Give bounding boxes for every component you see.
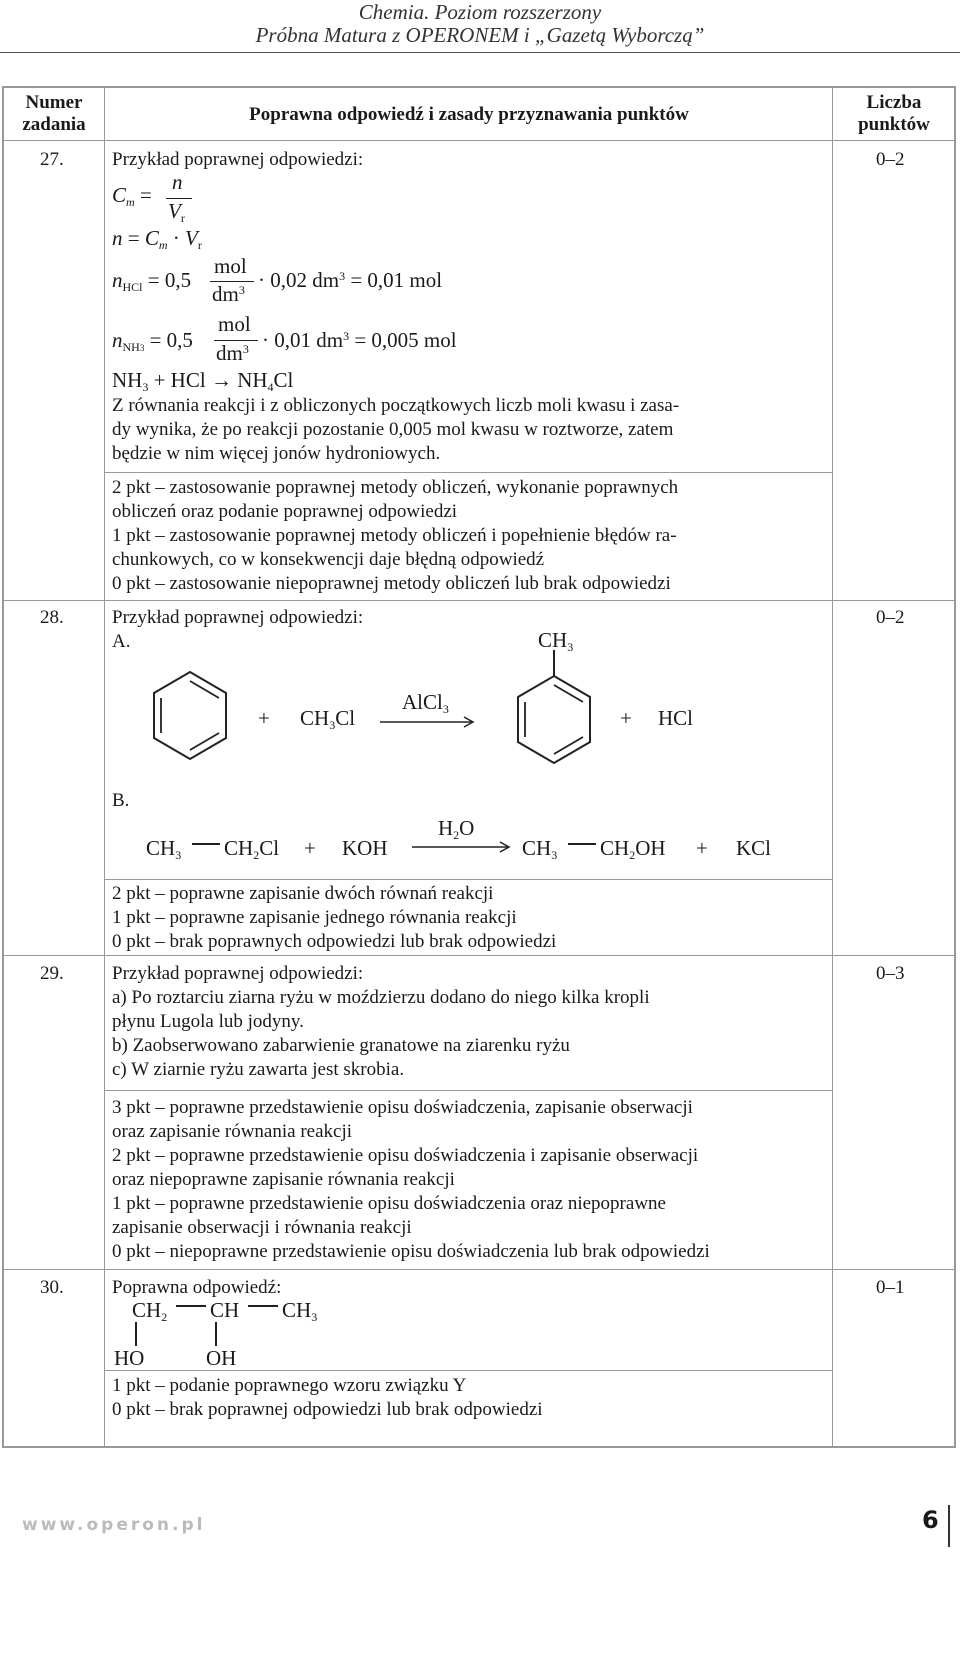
q27-conclusion-line3: będzie w nim więcej jonów hydroniowych. (112, 443, 441, 464)
structure-ho: HO (114, 1346, 145, 1370)
bond-line (214, 1322, 218, 1348)
scoring-divider-28 (104, 879, 832, 880)
bond-line (192, 842, 222, 846)
q27-scoring-line1: 2 pkt – zastosowanie poprawnej metody obliczeń, wykonanie poprawnych (112, 477, 679, 498)
q29-scoring-line3: 2 pkt – poprawne przedstawienie opisu doświadczenia i zapisanie obserwacji (112, 1145, 699, 1166)
unit-mol: mol (218, 312, 251, 336)
scoring-divider-29 (104, 1090, 832, 1091)
product-hcl: HCl (658, 706, 694, 730)
task-number-29: 29. (40, 963, 64, 984)
q29-intro: Przykład poprawnej odpowiedzi: (112, 963, 364, 984)
page-number-bar (948, 1505, 950, 1547)
col-header-number: Numer zadania (22, 92, 86, 135)
q29-scoring-line1: 3 pkt – poprawne przedstawienie opisu doświadczenia, zapisanie obserwacji (112, 1097, 693, 1118)
q28-part-a-label: A. (112, 631, 131, 652)
unit-dm3: $dm^3$ (212, 282, 245, 306)
q29-answer-line2: płynu Lugola lub jodyny. (112, 1011, 304, 1032)
q29-scoring-line5: 1 pkt – poprawne przedstawienie opisu doświadczenia oraz niepoprawne (112, 1193, 666, 1214)
product-ch2oh: $CH_2OH$ (600, 836, 666, 862)
header-rule (0, 52, 960, 53)
q28-part-b-label: B. (112, 790, 130, 811)
header-exam: Próbna Matura z OPERONEM i „Gazetą Wyborczą” (255, 23, 705, 47)
catalyst-alcl3: AlCl$_3$ (402, 690, 449, 716)
formula-cm-num: n (172, 170, 183, 194)
task-number-28: 28. (40, 607, 64, 628)
unit-dm3: $dm^3$ (216, 341, 249, 365)
formula-n-hcl: $n_{HCl} = 0,5$ (112, 268, 192, 294)
q29-answer-line4: c) W ziarnie ryżu zawarta jest skrobia. (112, 1059, 405, 1080)
task-number-27: 27. (40, 149, 64, 170)
column-divider-left (104, 86, 105, 1448)
solvent-h2o: $H_2O$ (438, 816, 475, 842)
q28-scoring-line2: 1 pkt – poprawne zapisanie jednego równania reakcji (112, 907, 517, 928)
reaction-arrow-icon (412, 841, 512, 853)
q29-scoring-line4: oraz niepoprawne zapisanie równania reakcji (112, 1169, 455, 1190)
scoring-divider-27 (104, 472, 832, 473)
reagent-koh: KOH (342, 836, 388, 860)
plus-sign: + (304, 836, 316, 860)
column-divider-right (832, 86, 833, 1448)
q29-scoring-line7: 0 pkt – niepoprawne przedstawienie opisu doświadczenia lub brak odpowiedzi (112, 1241, 710, 1262)
unit-mol: mol (214, 254, 247, 278)
benzene-ring-icon (150, 670, 230, 765)
q29-answer-line1: a) Po roztarciu ziarna ryżu w moździerzu dodano do niego kilka kropli (112, 987, 650, 1008)
points-30: 0–1 (876, 1277, 905, 1298)
points-28: 0–2 (876, 607, 905, 628)
formula-n: $n = C_m \cdot V_r$ (112, 226, 202, 252)
q28-scoring-line3: 0 pkt – brak poprawnych odpowiedzi lub brak odpowiedzi (112, 931, 557, 952)
points-29: 0–3 (876, 963, 905, 984)
footer-url[interactable]: www.operon.pl (22, 1515, 206, 1535)
plus-sign: + (258, 706, 270, 730)
points-27: 0–2 (876, 149, 905, 170)
q27-scoring-line3: 1 pkt – zastosowanie poprawnej metody obliczeń i popełnienie błędów ra- (112, 525, 677, 546)
formula-cm-den: $V_r$ (168, 199, 185, 225)
row-divider-30 (2, 1269, 956, 1270)
structure-ch3: $CH_3$ (282, 1298, 318, 1324)
formula-cm: $C_m$ = (112, 183, 152, 209)
q28-intro: Przykład poprawnej odpowiedzi: (112, 607, 364, 628)
header-subject: Chemia. Poziom rozszerzony (358, 0, 602, 24)
q27-intro: Przykład poprawnej odpowiedzi: (112, 149, 364, 170)
task-number-30: 30. (40, 1277, 64, 1298)
col-header-answer: Poprawna odpowiedź i zasady przyznawania punktów (249, 104, 689, 125)
toluene-ch3: $CH_3$ (538, 628, 574, 654)
q30-scoring-line2: 0 pkt – brak poprawnej odpowiedzi lub brak odpowiedzi (112, 1399, 543, 1420)
plus-sign: + (620, 706, 632, 730)
bond-line (176, 1304, 208, 1308)
formula-n-nh3: $n_{NH3} = 0,5$ (112, 328, 193, 354)
q27-scoring-line5: 0 pkt – zastosowanie niepoprawnej metody obliczeń lub brak odpowiedzi (112, 573, 671, 594)
structure-ch: CH (210, 1298, 240, 1322)
reaction-nh3-hcl: $NH_3$ + HCl → $NH_4Cl$ (112, 368, 294, 394)
q27-scoring-line2: obliczeń oraz podanie poprawnej odpowiedzi (112, 501, 458, 522)
product-kcl: KCl (736, 836, 772, 860)
product-ch3-b: $CH_3$ (522, 836, 558, 862)
bond-line (248, 1304, 280, 1308)
q29-scoring-line6: zapisanie obserwacji i równania reakcji (112, 1217, 412, 1238)
reagent-ch3-b: $CH_3$ (146, 836, 182, 862)
formula-n-hcl-rest: · 0,02 $dm^3 = 0,01$ mol (258, 268, 443, 292)
row-divider-29 (2, 955, 956, 956)
reaction-arrow-icon (380, 716, 475, 728)
bond-line (568, 842, 598, 846)
plus-sign: + (696, 836, 708, 860)
q27-scoring-line4: chunkowych, co w konsekwencji daje błędną odpowiedź (112, 549, 545, 570)
q27-conclusion-line2: dy wynika, że po reakcji pozostanie 0,005 mol kwasu w roztworze, zatem (112, 419, 674, 440)
row-divider-28 (2, 600, 956, 601)
header-row-divider (2, 140, 956, 141)
q30-scoring-line1: 1 pkt – podanie poprawnego wzoru związku Y (112, 1375, 467, 1396)
q28-scoring-line1: 2 pkt – poprawne zapisanie dwóch równań reakcji (112, 883, 494, 904)
q29-scoring-line2: oraz zapisanie równania reakcji (112, 1121, 353, 1142)
q29-answer-line3: b) Zaobserwowano zabarwienie granatowe na ziarenku ryżu (112, 1035, 570, 1056)
structure-ch2: $CH_2$ (132, 1298, 168, 1324)
page-number: 6 (922, 1506, 939, 1534)
structure-oh: OH (206, 1346, 237, 1370)
col-header-points: Liczba punktów (858, 92, 930, 135)
q30-intro: Poprawna odpowiedź: (112, 1277, 282, 1298)
toluene-ring-icon (514, 650, 594, 770)
formula-n-nh3-rest: · 0,01 $dm^3 = 0,005$ mol (262, 328, 457, 352)
reagent-ch2cl: $CH_2Cl$ (224, 836, 280, 862)
q27-conclusion-line1: Z równania reakcji i z obliczonych początkowych liczb moli kwasu i zasa- (112, 395, 680, 416)
reagent-ch3cl: $CH_3Cl$ (300, 706, 356, 732)
bond-line (134, 1322, 138, 1348)
